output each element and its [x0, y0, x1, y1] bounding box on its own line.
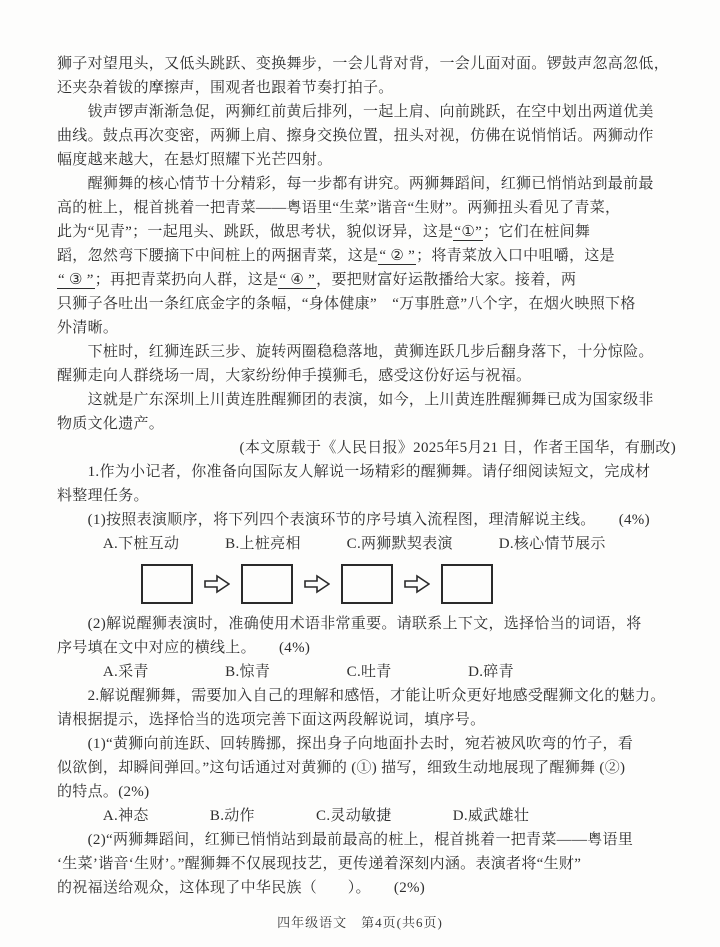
text-run: A.神态 B.动作 C.灵动敏捷 D.威武雄壮 [57, 808, 530, 824]
text-line [57, 52, 676, 76]
text-run: 料整理任务。 [57, 488, 149, 504]
arrow-right-icon [404, 574, 430, 594]
text-run: 这就是广东深圳上川黄连胜醒狮团的表演，如今，上川黄连胜醒狮舞已成为国家级非 [57, 392, 654, 408]
text-line [57, 340, 676, 364]
flow-box-1 [141, 564, 193, 604]
text-run: (本文原载于《人民日报》2025年5月21 日，作者王国华，有删改) [239, 440, 676, 456]
document-content [57, 52, 676, 900]
text-line [57, 612, 676, 636]
text-line [57, 76, 676, 100]
question-2-1 [57, 732, 676, 828]
text-run: A.采青 B.惊青 C.吐青 D.碎青 [57, 664, 514, 680]
text-run: 1.作为小记者，你准备向国际友人解说一场精彩的醒狮舞。请仔细阅读短文，完成材 [57, 464, 651, 480]
text-run: 的祝福送给观众，这体现了中华民族（ ）。 (2%) [57, 880, 426, 896]
text-run: (2)“两狮舞蹈间，红狮已悄悄站到最前最高的桩上，棍首挑着一把青菜——粤语里 [57, 832, 634, 848]
text-run: 请根据提示，选择恰当的选项完善下面这两段解说词，填序号。 [57, 712, 486, 728]
question-2-stem [57, 684, 676, 732]
question-1-1 [57, 508, 676, 556]
text-run: 序号填在文中对应的横线上。 (4%) [57, 640, 311, 656]
arrow-right-icon [304, 574, 330, 594]
article-paragraph-continuation [57, 52, 676, 100]
text-run: 的特点。(2%) [57, 784, 150, 800]
text-line [57, 364, 676, 388]
text-run: 醒狮舞的核心情节十分精彩，每一步都有讲究。两狮舞蹈间，红狮已悄悄站到最前最 [57, 176, 654, 192]
text-line [57, 316, 676, 340]
text-line [57, 636, 676, 660]
article-paragraph-core-plot [57, 172, 676, 340]
text-run: ‘生菜’谐音‘生财’。”醒狮舞不仅展现技艺，更传递着深刻内涵。表演者将“生财” [57, 856, 582, 872]
text-run: ；它们在桩间舞 [483, 224, 591, 240]
footer-text: 四年级语文 第4页(共6页) [277, 915, 443, 930]
text-run: ；将青菜放入口中咀嚼，这是 [416, 248, 615, 264]
flowchart [141, 561, 676, 607]
text-run: 狮子对望甩头，又低头跳跃、变换舞步，一会儿背对背，一会儿面对面。锣鼓声忽高忽低， [57, 56, 670, 72]
article-attribution [57, 436, 676, 460]
text-line [57, 684, 676, 708]
page-footer [0, 912, 720, 931]
text-line [57, 876, 676, 900]
text-line [57, 412, 676, 436]
text-run: 物质文化遗产。 [57, 416, 165, 432]
text-run: 醒狮走向人群绕场一周，大家纷纷伸手摸狮毛，感受这份好运与祝福。 [57, 368, 532, 384]
flow-box-2 [241, 564, 293, 604]
text-line [57, 756, 676, 780]
text-line [57, 268, 676, 292]
text-run: (1)按照表演顺序，将下列四个表演环节的序号填入流程图，理清解说主线。 (4%) [57, 512, 650, 528]
text-line [57, 660, 676, 684]
text-line [57, 828, 676, 852]
answer-blank: “ ③ ” [58, 272, 94, 288]
text-line [57, 708, 676, 732]
text-run: 外清晰。 [57, 320, 119, 336]
text-run: ，要把财富好运散播给大家。接着，两 [316, 272, 577, 288]
article-paragraph-descend [57, 340, 676, 388]
text-line [57, 292, 676, 316]
text-line [57, 460, 676, 484]
text-line [57, 220, 676, 244]
flow-box-3 [341, 564, 393, 604]
text-line [57, 196, 676, 220]
text-line [57, 388, 676, 412]
text-line [57, 852, 676, 876]
text-line [57, 148, 676, 172]
text-line [57, 484, 676, 508]
answer-blank: “ ④ ” [279, 272, 316, 288]
text-run: 只狮子各吐出一条红底金字的条幅，“身体健康” “万事胜意”八个字，在烟火映照下格 [57, 296, 636, 312]
text-run: 高的桩上，棍首挑着一把青菜——粤语里“生菜”谐音“生财”。两狮扭头看见了青菜， [57, 200, 621, 216]
question-2-2 [57, 828, 676, 900]
text-run: 钹声锣声渐渐急促，两狮红前黄后排列，一起上肩、向前跳跃，在空中划出两道优美 [57, 104, 654, 120]
text-run: (2)解说醒狮表演时，准确使用术语非常重要。请联系上下文，选择恰当的词语，将 [57, 616, 642, 632]
text-run: 2.解说醒狮舞，需要加入自己的理解和感悟，才能让听众更好地感受醒狮文化的魅力。 [57, 688, 666, 704]
text-run: A.下桩互动 B.上桩亮相 C.两狮默契表演 D.核心情节展示 [57, 536, 606, 552]
article-paragraph-heritage [57, 388, 676, 436]
text-line [57, 732, 676, 756]
text-run: ；再把青菜扔向人群，这是 [94, 272, 279, 288]
text-line [57, 100, 676, 124]
question-1-2 [57, 612, 676, 684]
flow-box-4 [441, 564, 493, 604]
text-run: (1)“黄狮向前连跃、回转腾挪，探出身子向地面扑去时，宛若被风吹弯的竹子，看 [57, 736, 634, 752]
arrow-right-icon [204, 574, 230, 594]
text-line [57, 508, 676, 532]
question-1-stem [57, 460, 676, 508]
text-line [57, 172, 676, 196]
text-run: 幅度越来越大，在悬灯照耀下光芒四射。 [57, 152, 333, 168]
text-run: 下桩时，红狮连跃三步、旋转两圈稳稳落地，黄狮连跃几步后翻身落下，十分惊险。 [57, 344, 654, 360]
text-line [57, 780, 676, 804]
text-line [57, 532, 676, 556]
answer-blank: “①” [454, 224, 483, 240]
text-line [57, 436, 676, 460]
text-line [57, 244, 676, 268]
answer-blank: “ ② ” [379, 248, 416, 264]
text-run: 蹈，忽然弯下腰摘下中间桩上的两捆青菜，这是 [57, 248, 379, 264]
text-run: 似欲倒，却瞬间弹回。”这句话通过对黄狮的 (①) 描写，细致生动地展现了醒狮舞 (②) [57, 760, 626, 776]
text-run: 还夹杂着钹的摩擦声，围观者也跟着节奏打拍子。 [57, 80, 394, 96]
text-line [57, 804, 676, 828]
article-paragraph-two-lions [57, 100, 676, 172]
text-run: 曲线。鼓点再次变密，两狮上肩、擦身交换位置，扭头对视，仿佛在说悄悄话。两狮动作 [57, 128, 654, 144]
text-run: 此为“见青”；一起甩头、跳跃，做思考状，貌似讶异，这是 [57, 224, 454, 240]
text-line [57, 124, 676, 148]
